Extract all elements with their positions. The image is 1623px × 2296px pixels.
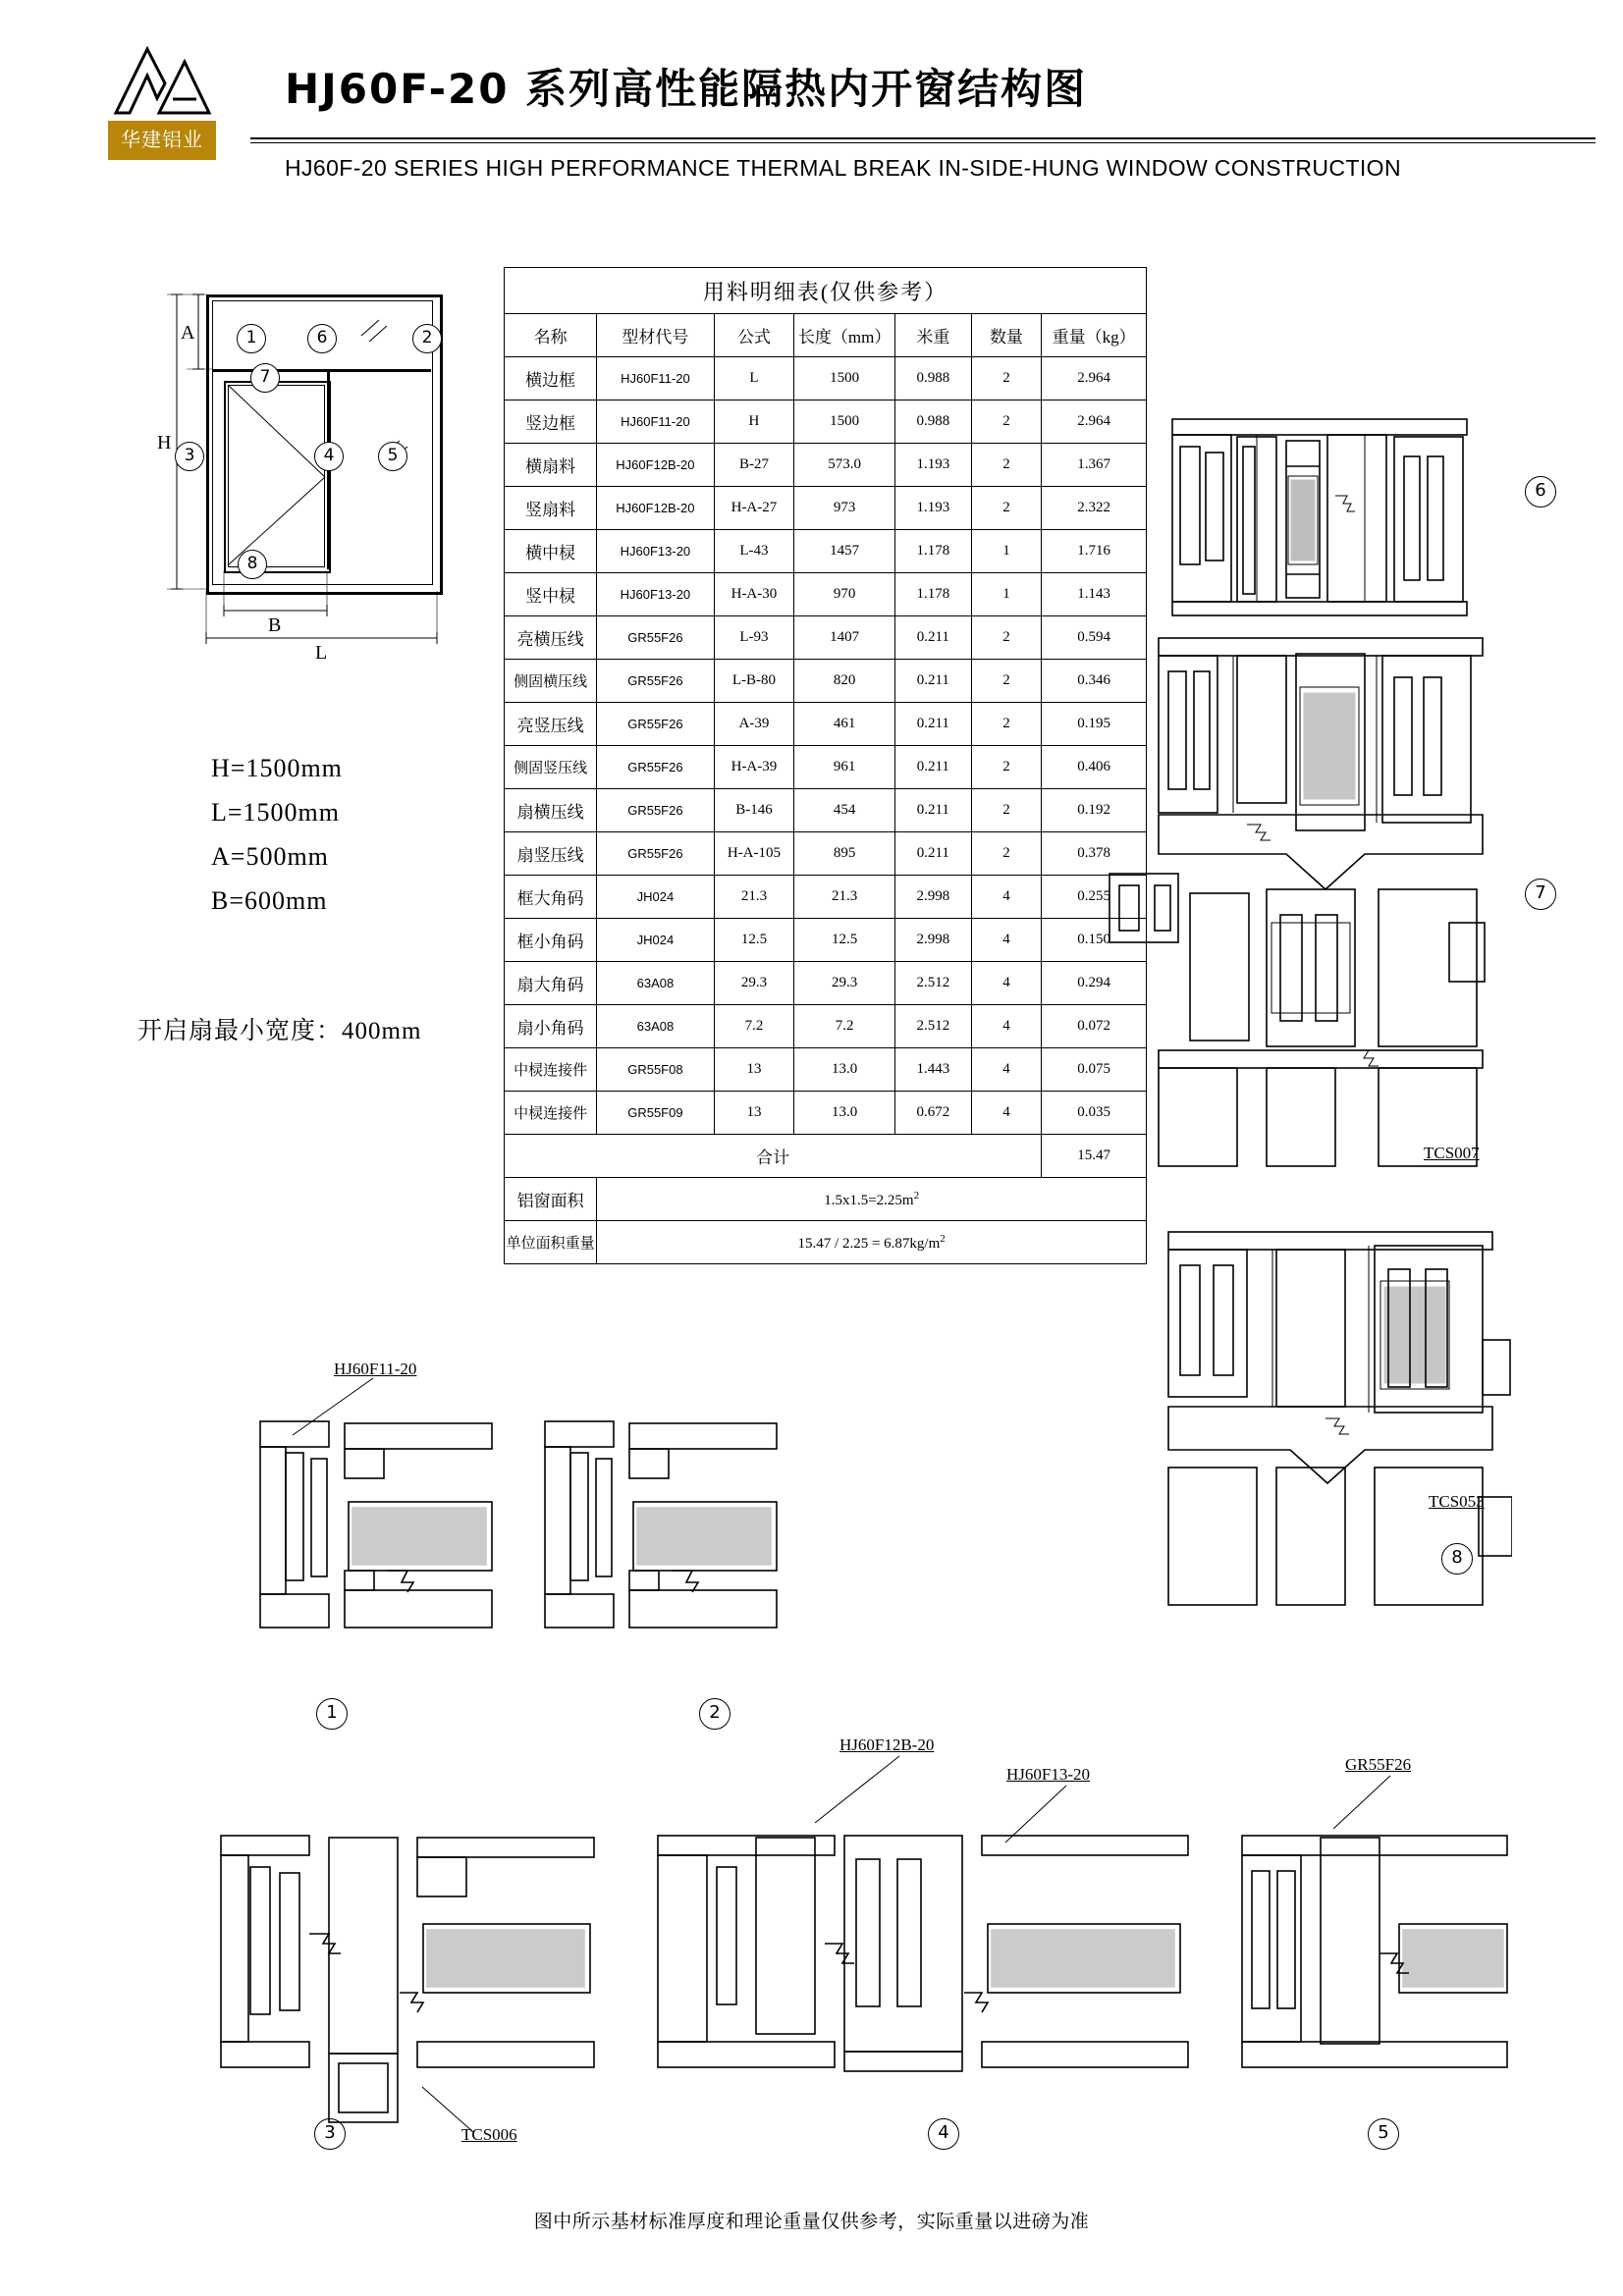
- cell-formula: 13: [714, 1092, 794, 1135]
- cell-length: 12.5: [794, 919, 895, 962]
- cell-length: 973: [794, 487, 895, 530]
- cell-weight: 0.072: [1042, 1005, 1147, 1048]
- section-7-drawing: [1100, 628, 1492, 1178]
- cell-name: 扇横压线: [505, 789, 597, 832]
- elevation-marker-6: 6: [307, 324, 337, 353]
- cell-weight: 0.035: [1042, 1092, 1147, 1135]
- cell-mweight: 0.211: [894, 789, 971, 832]
- cell-code: 63A08: [597, 962, 714, 1005]
- cell-length: 970: [794, 573, 895, 616]
- cell-qty: 2: [971, 487, 1042, 530]
- section-marker-7: 7: [1525, 879, 1556, 910]
- callout-hj60f11: HJ60F11-20: [334, 1360, 417, 1378]
- cell-formula: 13: [714, 1048, 794, 1092]
- callout-tcs006-leader: [412, 2081, 501, 2140]
- cell-formula: 7.2: [714, 1005, 794, 1048]
- logo-brand-text: 华建铝业: [108, 121, 216, 160]
- page-title-en: HJ60F-20 SERIES HIGH PERFORMANCE THERMAL BREAK IN-SIDE-HUNG WINDOW CONSTRUCTION: [285, 155, 1401, 181]
- area-value: $1.5x1.5=2.25m^2$: [597, 1178, 1147, 1221]
- cell-qty: 1: [971, 573, 1042, 616]
- cell-formula: 21.3: [714, 876, 794, 919]
- elevation-marker-3: 3: [175, 442, 204, 471]
- cell-formula: H-A-39: [714, 746, 794, 789]
- section-detail-1: [250, 1404, 501, 1659]
- th-qty: 数量: [971, 314, 1042, 357]
- table-row: [505, 789, 1147, 832]
- cell-name: 竖边框: [505, 400, 597, 444]
- th-formula: 公式: [714, 314, 794, 357]
- cell-weight: 0.346: [1042, 660, 1147, 703]
- cell-weight: 0.255: [1042, 876, 1147, 919]
- cell-length: 820: [794, 660, 895, 703]
- cell-weight: 2.322: [1042, 487, 1147, 530]
- cell-formula: 29.3: [714, 962, 794, 1005]
- cell-weight: 0.150: [1042, 919, 1147, 962]
- cell-qty: 4: [971, 1048, 1042, 1092]
- cell-formula: H-A-105: [714, 832, 794, 876]
- callout-hj60f13: HJ60F13-20: [1006, 1765, 1091, 1784]
- section-marker-6: 6: [1525, 476, 1556, 507]
- header-divider-thin: [250, 142, 1596, 143]
- cell-formula: A-39: [714, 703, 794, 746]
- cell-length: 1500: [794, 400, 895, 444]
- section-marker-2: 2: [699, 1698, 730, 1730]
- cell-qty: 2: [971, 444, 1042, 487]
- cell-name: 竖扇料: [505, 487, 597, 530]
- spec-h: H=1500mm: [211, 754, 343, 782]
- cell-formula: H-A-27: [714, 487, 794, 530]
- cell-formula: L: [714, 357, 794, 400]
- section-detail-4: [648, 1816, 1198, 2140]
- page-title-cn: HJ60F-20 系列高性能隔热内开窗结构图: [285, 65, 1088, 113]
- cell-qty: 2: [971, 660, 1042, 703]
- table-row: [505, 1048, 1147, 1092]
- table-row: [505, 962, 1147, 1005]
- cell-qty: 2: [971, 703, 1042, 746]
- cell-qty: 4: [971, 1005, 1042, 1048]
- section-marker-3: 3: [314, 2118, 346, 2150]
- dim-label-l: L: [315, 642, 328, 664]
- table-row: [505, 703, 1147, 746]
- cell-code: GR55F26: [597, 746, 714, 789]
- cell-qty: 1: [971, 530, 1042, 573]
- cell-length: 454: [794, 789, 895, 832]
- cell-mweight: 0.211: [894, 832, 971, 876]
- page-header: [0, 0, 1623, 206]
- section-marker-5: 5: [1368, 2118, 1399, 2150]
- spec-l: L=1500mm: [211, 798, 340, 827]
- table-row: [505, 876, 1147, 919]
- section-3-drawing: [211, 1816, 604, 2140]
- cell-name: 中棂连接件: [505, 1048, 597, 1092]
- cell-formula: L-43: [714, 530, 794, 573]
- cell-qty: 2: [971, 357, 1042, 400]
- section-4-drawing: [648, 1816, 1198, 2140]
- cell-length: 29.3: [794, 962, 895, 1005]
- cell-formula: B-27: [714, 444, 794, 487]
- cell-name: 侧固竖压线: [505, 746, 597, 789]
- section-1-drawing: [250, 1404, 501, 1659]
- cell-weight: 1.367: [1042, 444, 1147, 487]
- cell-code: GR55F26: [597, 616, 714, 660]
- dim-label-a: A: [181, 322, 195, 344]
- table-row: [505, 357, 1147, 400]
- dim-label-h: H: [157, 432, 172, 454]
- cell-weight: 0.378: [1042, 832, 1147, 876]
- unit-value: $15.47 / 2.25 = 6.87kg/m^2$: [597, 1221, 1147, 1264]
- cell-name: 扇竖压线: [505, 832, 597, 876]
- cell-formula: 12.5: [714, 919, 794, 962]
- table-row: [505, 832, 1147, 876]
- min-sash-width-note: 开启扇最小宽度：400mm: [137, 1018, 422, 1044]
- cell-weight: 0.594: [1042, 616, 1147, 660]
- cell-qty: 4: [971, 1092, 1042, 1135]
- cell-code: HJ60F12B-20: [597, 444, 714, 487]
- elevation-marker-5: 5: [378, 442, 407, 471]
- cell-name: 扇小角码: [505, 1005, 597, 1048]
- cell-mweight: 0.672: [894, 1092, 971, 1135]
- cell-weight: 0.075: [1042, 1048, 1147, 1092]
- cell-formula: L-B-80: [714, 660, 794, 703]
- cell-mweight: 0.211: [894, 703, 971, 746]
- cell-weight: 0.406: [1042, 746, 1147, 789]
- dim-label-b: B: [268, 614, 282, 636]
- material-table: [504, 267, 1147, 1264]
- table-unit-row: [505, 1221, 1147, 1264]
- cell-name: 侧固横压线: [505, 660, 597, 703]
- callout-tcs006: TCS006: [461, 2125, 517, 2144]
- table-row: [505, 530, 1147, 573]
- callout-tcs053: TCS053: [1429, 1492, 1485, 1511]
- cell-mweight: 0.988: [894, 400, 971, 444]
- cell-weight: 1.716: [1042, 530, 1147, 573]
- cell-name: 横中棂: [505, 530, 597, 573]
- company-logo: [108, 44, 216, 162]
- logo-mark-icon: [108, 44, 216, 118]
- cell-code: GR55F26: [597, 703, 714, 746]
- area-label: 铝窗面积: [505, 1178, 597, 1221]
- cell-code: 63A08: [597, 1005, 714, 1048]
- cell-weight: 2.964: [1042, 400, 1147, 444]
- elevation-marker-2: 2: [412, 324, 442, 353]
- elevation-annotations: [137, 285, 461, 697]
- cell-code: HJ60F13-20: [597, 573, 714, 616]
- cell-weight: 0.294: [1042, 962, 1147, 1005]
- cell-length: 1407: [794, 616, 895, 660]
- window-elevation-drawing: [137, 285, 461, 697]
- table-row: [505, 919, 1147, 962]
- cell-length: 461: [794, 703, 895, 746]
- section-detail-7: [1100, 628, 1492, 1178]
- cell-weight: 0.195: [1042, 703, 1147, 746]
- cell-weight: 0.192: [1042, 789, 1147, 832]
- cell-length: 13.0: [794, 1048, 895, 1092]
- table-row: [505, 1092, 1147, 1135]
- cell-code: HJ60F12B-20: [597, 487, 714, 530]
- table-caption: 用料明细表(仅供参考）: [505, 268, 1147, 314]
- cell-qty: 4: [971, 919, 1042, 962]
- spec-b: B=600mm: [211, 886, 328, 915]
- cell-name: 亮横压线: [505, 616, 597, 660]
- cell-mweight: 1.193: [894, 444, 971, 487]
- section-detail-6: [1159, 407, 1483, 623]
- cell-mweight: 2.512: [894, 962, 971, 1005]
- cell-length: 1457: [794, 530, 895, 573]
- cell-weight: 2.964: [1042, 357, 1147, 400]
- cell-length: 13.0: [794, 1092, 895, 1135]
- cell-qty: 2: [971, 832, 1042, 876]
- total-label: 合计: [505, 1135, 1042, 1178]
- callout-tcs007: TCS007: [1424, 1144, 1480, 1162]
- page-footnote: 图中所示基材标准厚度和理论重量仅供参考，实际重量以进磅为准: [533, 2212, 1090, 2232]
- cell-code: GR55F08: [597, 1048, 714, 1092]
- th-name: 名称: [505, 314, 597, 357]
- cell-formula: H: [714, 400, 794, 444]
- th-weight: 重量（kg）: [1042, 314, 1147, 357]
- cell-code: HJ60F13-20: [597, 530, 714, 573]
- unit-label: 单位面积重量: [505, 1221, 597, 1264]
- cell-qty: 4: [971, 876, 1042, 919]
- cell-qty: 2: [971, 400, 1042, 444]
- cell-weight: 1.143: [1042, 573, 1147, 616]
- section-2-drawing: [535, 1404, 785, 1659]
- section-detail-3: [211, 1816, 604, 2140]
- cell-mweight: 1.178: [894, 573, 971, 616]
- cell-mweight: 1.193: [894, 487, 971, 530]
- cell-name: 框小角码: [505, 919, 597, 962]
- cell-code: JH024: [597, 919, 714, 962]
- cell-length: 573.0: [794, 444, 895, 487]
- cell-code: GR55F26: [597, 832, 714, 876]
- th-weight-per-m: 米重: [894, 314, 971, 357]
- header-divider: [250, 137, 1596, 139]
- cell-mweight: 1.178: [894, 530, 971, 573]
- material-table-wrap: [504, 267, 1147, 1264]
- cell-qty: 2: [971, 789, 1042, 832]
- table-row: [505, 487, 1147, 530]
- cell-formula: L-93: [714, 616, 794, 660]
- cell-code: JH024: [597, 876, 714, 919]
- elevation-marker-8: 8: [238, 550, 267, 579]
- cell-name: 横边框: [505, 357, 597, 400]
- table-row: [505, 444, 1147, 487]
- cell-mweight: 2.998: [894, 876, 971, 919]
- table-row: [505, 660, 1147, 703]
- th-length: 长度（mm）: [794, 314, 895, 357]
- cell-name: 竖中棂: [505, 573, 597, 616]
- callout-hj60f12b: HJ60F12B-20: [839, 1735, 935, 1754]
- table-row: [505, 400, 1147, 444]
- cell-name: 亮竖压线: [505, 703, 597, 746]
- cell-code: HJ60F11-20: [597, 357, 714, 400]
- cell-code: HJ60F11-20: [597, 400, 714, 444]
- table-total-row: [505, 1135, 1147, 1178]
- cell-formula: B-146: [714, 789, 794, 832]
- cell-code: GR55F09: [597, 1092, 714, 1135]
- section-5-drawing: [1232, 1816, 1517, 2140]
- section-marker-8: 8: [1441, 1543, 1473, 1575]
- cell-length: 21.3: [794, 876, 895, 919]
- cell-mweight: 1.443: [894, 1048, 971, 1092]
- cell-qty: 2: [971, 616, 1042, 660]
- elevation-marker-1: 1: [237, 324, 266, 353]
- table-area-row: [505, 1178, 1147, 1221]
- section-marker-1: 1: [316, 1698, 348, 1730]
- table-row: [505, 746, 1147, 789]
- spec-a: A=500mm: [211, 842, 329, 871]
- elevation-marker-4: 4: [314, 442, 344, 471]
- total-value: 15.47: [1042, 1135, 1147, 1178]
- elevation-marker-7: 7: [250, 363, 280, 393]
- cell-mweight: 0.211: [894, 616, 971, 660]
- section-marker-4: 4: [928, 2118, 959, 2150]
- cell-qty: 2: [971, 746, 1042, 789]
- callout-gr55f26: GR55F26: [1345, 1755, 1412, 1774]
- cell-length: 895: [794, 832, 895, 876]
- table-row: [505, 1005, 1147, 1048]
- cell-code: GR55F26: [597, 660, 714, 703]
- cell-mweight: 2.998: [894, 919, 971, 962]
- table-row: [505, 616, 1147, 660]
- table-row: [505, 573, 1147, 616]
- th-code: 型材代号: [597, 314, 714, 357]
- section-detail-2: [535, 1404, 785, 1659]
- cell-mweight: 0.211: [894, 660, 971, 703]
- spec-dimension-list: [211, 746, 343, 923]
- section-6-drawing: [1159, 407, 1483, 623]
- cell-mweight: 0.988: [894, 357, 971, 400]
- cell-name: 扇大角码: [505, 962, 597, 1005]
- cell-code: GR55F26: [597, 789, 714, 832]
- cell-name: 横扇料: [505, 444, 597, 487]
- cell-qty: 4: [971, 962, 1042, 1005]
- section-detail-5: [1232, 1816, 1517, 2140]
- cell-mweight: 0.211: [894, 746, 971, 789]
- cell-length: 1500: [794, 357, 895, 400]
- cell-name: 中棂连接件: [505, 1092, 597, 1135]
- cell-length: 7.2: [794, 1005, 895, 1048]
- cell-formula: H-A-30: [714, 573, 794, 616]
- cell-name: 框大角码: [505, 876, 597, 919]
- cell-mweight: 2.512: [894, 1005, 971, 1048]
- cell-length: 961: [794, 746, 895, 789]
